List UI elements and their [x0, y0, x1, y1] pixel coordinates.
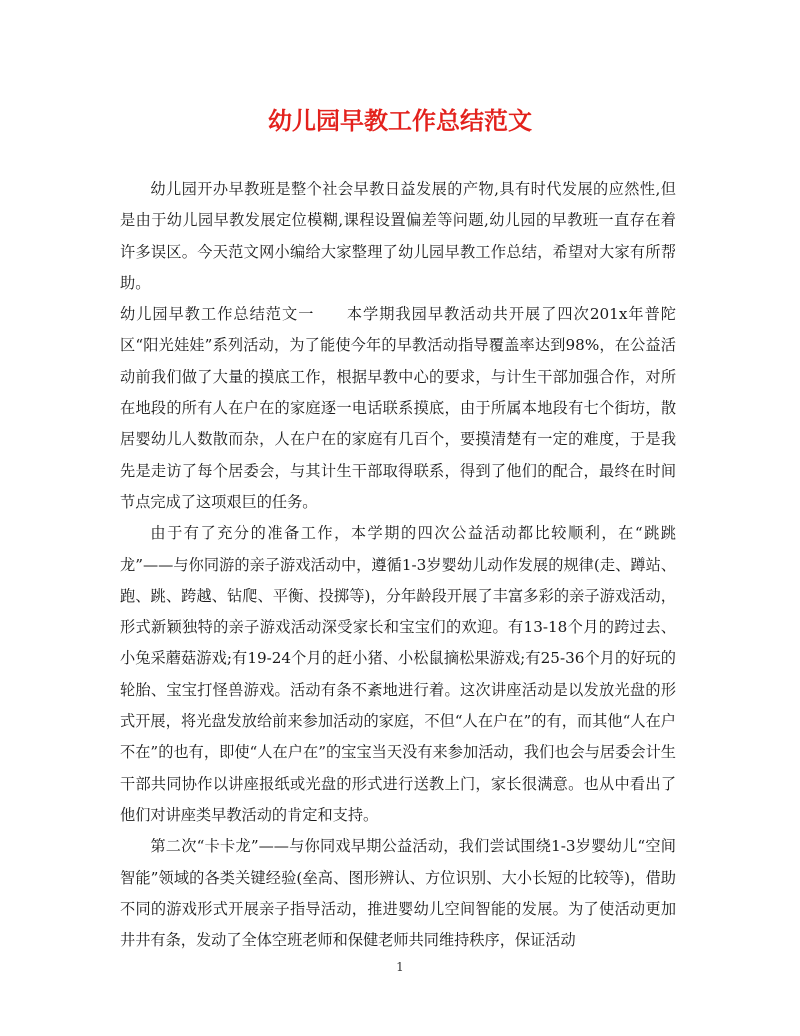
second-activity-paragraph: 第二次“卡卡龙”——与你同戏早期公益活动，我们尝试围绕1-3岁婴幼儿“空间智能”领域的各类关键经验(垒高、图形辨认、方位识别、大小长短的比较等)，借助不同的游戏形式开展亲子指导活动，推进婴幼儿空间智能的发展。为了使活动更加井井有条，发动了全体空班老师和保健老师共同维持秩序，保证活动	[120, 837, 676, 950]
document-title: 幼儿园早教工作总结范文	[268, 106, 532, 135]
activity-paragraph: 由于有了充分的准备工作，本学期的四次公益活动都比较顺利，在“跳跳龙”——与你同游的亲子游戏活动中，遵循1-3岁婴幼儿动作发展的规律(走、蹲站、跑、跳、跨越、钻爬、平衡、投掷等)，分年龄段开展了丰富多彩的亲子游戏活动，形式新颖独特的亲子游戏活动深受家长和宝宝们的欢迎。有13-18个月的跨过去、小兔采蘑菇游戏;有19-24个月的赶小猪、小松鼠摘松果游戏;有25-36个月的好玩的轮胎、宝宝打怪兽游戏。活动有条不紊地进行着。这次讲座活动是以发放光盘的形式开展，将光盘发放给前来参加活动的家庭，不但“人在户在”的有，而其他“人在户不在”的也有，即使“人在户在”的宝宝当天没有来参加活动，我们也会与居委会计生干部共同协作以讲座报纸或光盘的形式进行送教上门，家长很满意。也从中看出了他们对讲座类早教活动的肯定和支持。	[120, 524, 676, 824]
sample-one-paragraph: 幼儿园早教工作总结范文一 本学期我园早教活动共开展了四次201x年普陀区“阳光娃娃”系列活动，为了能使今年的早教活动指导覆盖率达到98%，在公益活动前我们做了大量的摸底工作，根据早教中心的要求，与计生干部加强合作，对所在地段的所有人在户在的家庭逐一电话联系摸底，由于所属本地段有七个街坊，散居婴幼儿人数散而杂，人在户在的家庭有几百个，要摸清楚有一定的难度，于是我先是走访了每个居委会，与其计生干部取得联系，得到了他们的配合，最终在时间节点完成了这项艰巨的任务。	[120, 305, 676, 511]
document-body	[120, 174, 676, 956]
intro-paragraph: 幼儿园开办早教班是整个社会早教日益发展的产物,具有时代发展的应然性,但是由于幼儿园早教发展定位模糊,课程设置偏差等问题,幼儿园的早教班一直存在着许多误区。今天范文网小编给大家整理了幼儿园早教工作总结，希望对大家有所帮助。	[120, 180, 676, 292]
page-number: 1	[396, 960, 404, 974]
